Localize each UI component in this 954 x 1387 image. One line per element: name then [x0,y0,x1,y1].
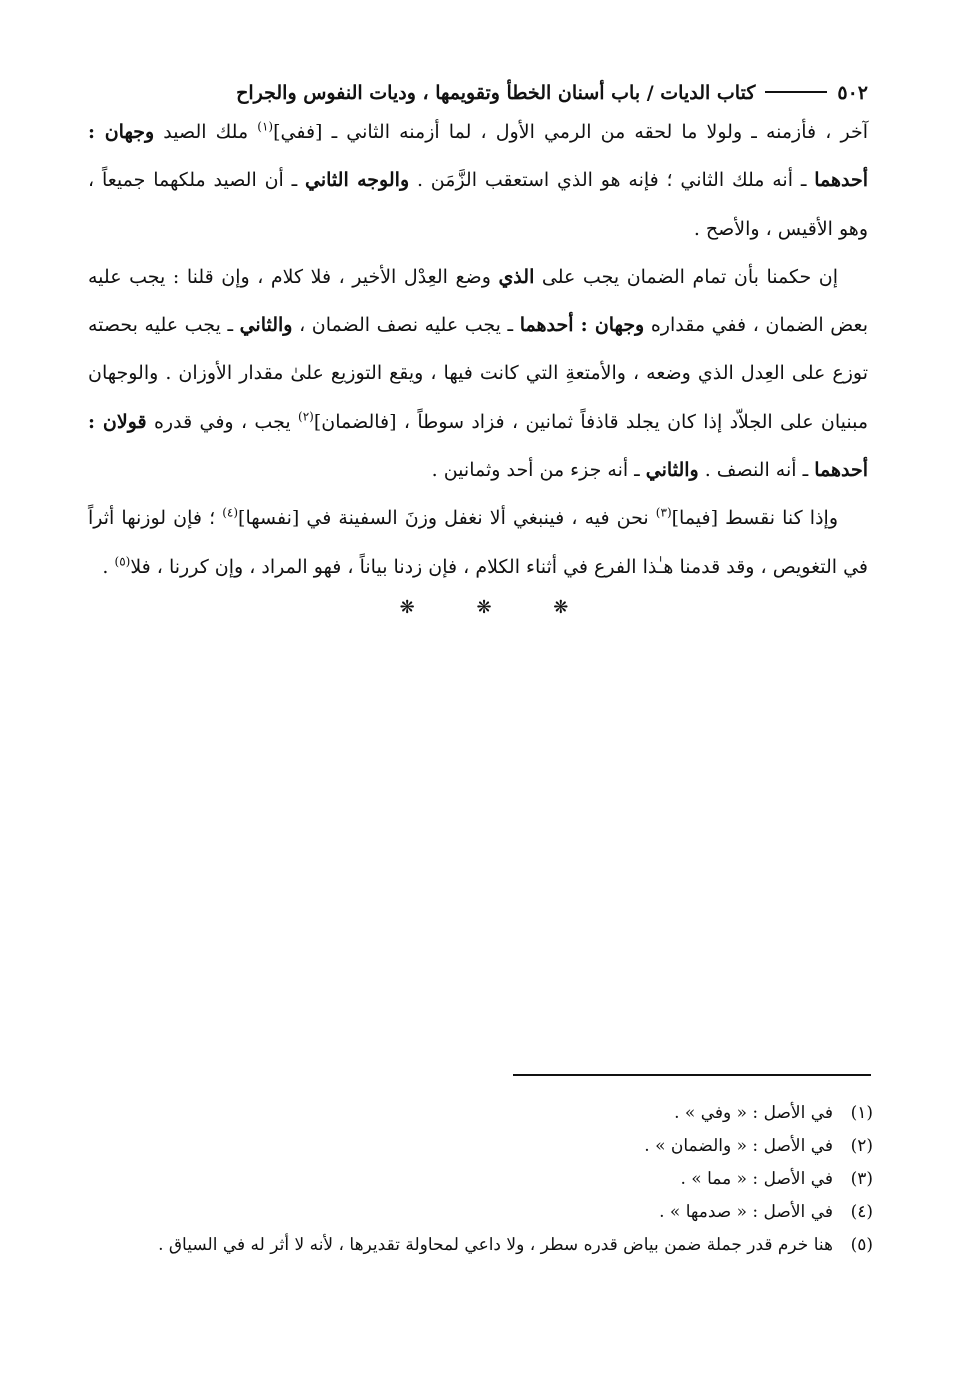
paragraph [88,253,868,494]
footnote-text: في الأصل : « والضمان » . [644,1136,833,1156]
text-run: آخر ، فأزمنه ـ ولولا ما لحقه من الرمي الأول ، لما أزمنه الثاني ـ [ففي] [273,121,868,143]
text-run: ؛ فإن لوزنها أثراً في التغويص ، وقد قدمنا هـٰذا الفرع في أثناء الكلام ، فإن زدنا بياناً ، فهو المراد ، وإن كررنا ، فلا [88,507,868,578]
footnote-item [95,1229,873,1262]
footnote-reference: (٤) [222,506,239,521]
footnote-item [95,1163,873,1196]
bold-term: قولان : أحدهما [88,410,868,482]
footnote-reference: (١) [257,119,274,134]
text-run: يجب ، وفي قدره [146,410,298,433]
text-run: ـ أن الصيد ملكهما جميعاً ، وهو الأقيس ، والأصح . [88,169,868,240]
text-run: وضع العِدْل الأخير ، فلا كلام ، وإن قلنا : يجب عليه بعض الضمان ، ففي مقداره [88,265,868,337]
footnote-number: (٥) [850,1235,873,1255]
footnote-number: (٤) [850,1202,873,1222]
footnote-number: (١) [850,1103,873,1123]
text-run: ـ يجب عليه بحصته توزع على العِدل الذي وضعه ، والأمتعةِ التي كانت فيها ، ويقع التوزيع علىٰ مقدار الأوزان . والوجهان مبنيان على الجلاّد إذا كان يجلد قاذفاً ثمانين ، فزاد سوطاً ، [فالضمان] [88,314,868,433]
page-number: ٥٠٢ [837,82,868,104]
text-run: ـ أنه جزء من أحد وثمانين . [431,459,646,482]
text-run: وإذا كنا نقسط [فيما] [671,507,838,530]
bold-term: وجهان : أحدهما [88,121,868,192]
section-separator: ❋ ❋ ❋ [399,596,597,618]
text-run: ملك الصيد [154,121,258,143]
footnote-text: في الأصل : « صدمها » . [659,1202,833,1222]
paragraph [88,108,868,253]
footnote-reference: (٥) [114,554,131,569]
text-run: إن حكمنا بأن تمام الضمان يجب على [534,265,838,288]
page-content [88,78,868,618]
text-run: نحن فيه ، فينبغي ألا نغفل وزنَ السفينة في [نفسها] [238,507,656,530]
bold-term: والثاني [645,459,699,482]
footnote-item [95,1196,873,1229]
footnote-text: هنا خرم قدر جملة ضمن بياض قدره سطر ، ولا داعي لمحاولة تقديرها ، لأنه لا أثر له في السياق . [158,1235,833,1255]
footnote-item [95,1130,873,1163]
text-run: ـ أنه ملك الثاني ؛ فإنه هو الذي استعقب الزَّمَن . [409,169,815,192]
footnote-separator-rule [513,1074,871,1076]
bold-term: والثاني [239,314,293,337]
footnotes [95,1097,873,1262]
footnote-item [95,1097,873,1130]
bold-term: وجهان : أحدهما [519,314,645,337]
text-run: ـ يجب عليه نصف الضمان ، [292,314,520,337]
bold-term: والوجه الثاني [305,169,410,192]
footnote-reference: (٢) [298,409,314,424]
footnote-text: في الأصل : « وفي » . [674,1103,833,1123]
running-header [88,78,868,108]
text-run: ـ أنه النصف . [698,459,815,482]
footnote-text: في الأصل : « مما » . [680,1169,833,1189]
bold-term: الذي [498,265,535,288]
body-text [88,108,868,591]
header-rule [765,91,827,93]
header-title: كتاب الديات / باب أسنان الخطأ وتقويمها ، وديات النفوس والجراح [236,82,756,104]
footnote-number: (٢) [850,1136,873,1156]
footnote-number: (٣) [850,1169,873,1189]
paragraph [88,494,868,591]
text-run: . [102,555,115,578]
footnote-reference: (٣) [655,506,672,521]
